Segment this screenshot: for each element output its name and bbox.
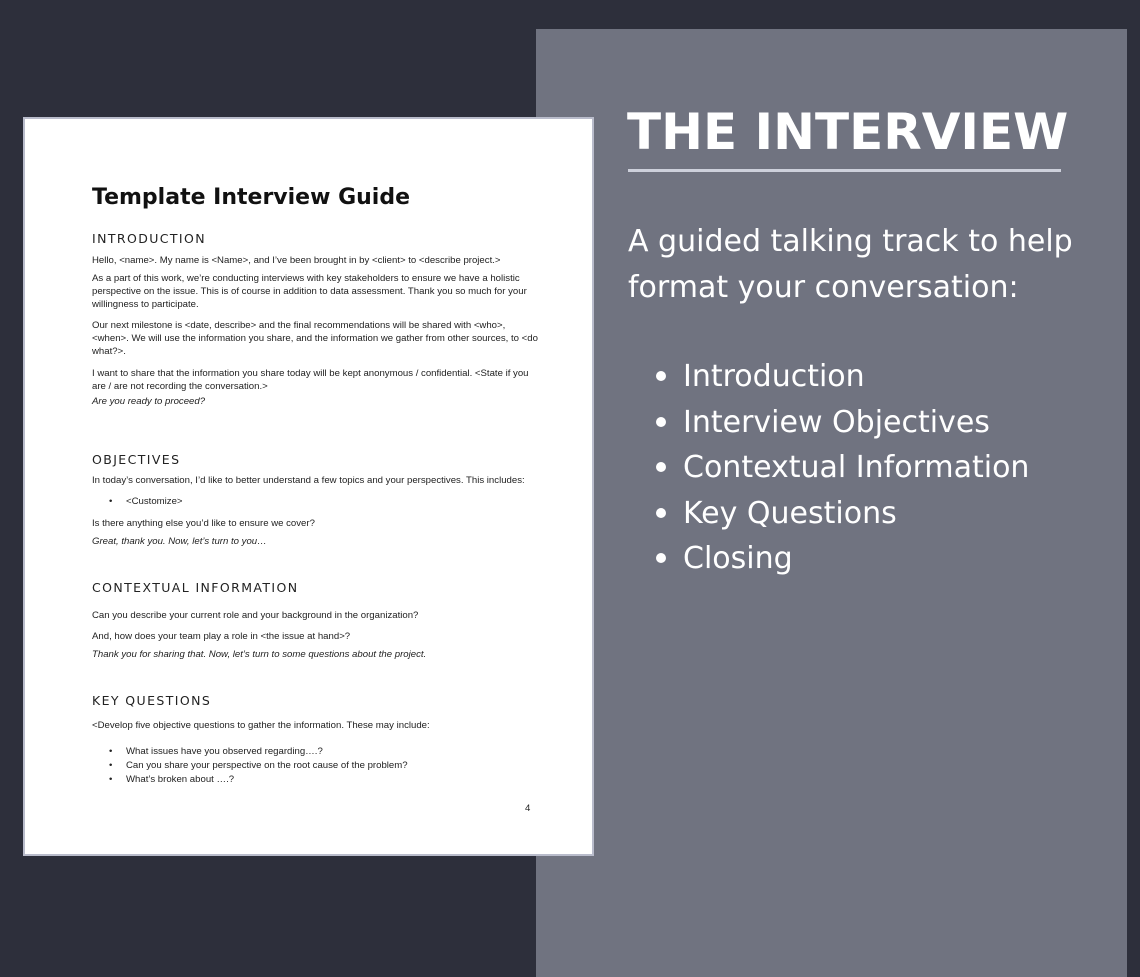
intro-prompt: Are you ready to proceed? xyxy=(92,396,206,407)
intro-paragraph: Our next milestone is <date, describe> and the final recommendations will be shared with <who>, <when>. We will use the information you share, and the information we gather from other sources, to <do what?>. xyxy=(92,320,538,357)
key-questions-paragraph: <Develop five objective questions to gather the information. These may include: xyxy=(92,720,430,731)
objectives-prompt: Great, thank you. Now, let’s turn to you… xyxy=(92,536,267,547)
intro-paragraph: Hello, <name>. My name is <Name>, and I’ve been brought in by <client> to <describe project.> xyxy=(92,255,501,266)
hero-title: THE INTERVIEW xyxy=(627,103,1069,161)
section-heading-key-questions: KEY QUESTIONS xyxy=(92,693,212,708)
intro-paragraph: I want to share that the information you share today will be kept anonymous / confidential. <State if you are / are not recording the conversation.> xyxy=(92,368,529,392)
topic-item xyxy=(654,400,1029,446)
key-question-bullet: • Can you share your perspective on the root cause of the problem? xyxy=(109,760,408,771)
topic-item xyxy=(654,445,1029,491)
bullet-icon xyxy=(656,553,666,563)
bullet-icon xyxy=(656,371,666,381)
intro-paragraph: As a part of this work, we’re conducting interviews with key stakeholders to ensure we have a holistic perspective on the issue. This is of course in addition to data assessment. Thank you so much for your willingness to participate. xyxy=(92,273,527,310)
topic-label: Introduction xyxy=(683,359,865,394)
title-underline xyxy=(628,169,1061,172)
objectives-paragraph: Is there anything else you’d like to ensure we cover? xyxy=(92,518,315,529)
key-question-bullet: • What’s broken about ….? xyxy=(109,774,235,785)
hero-subtitle: A guided talking track to help format your conversation: xyxy=(628,224,1073,305)
key-question-text: What’s broken about ….? xyxy=(126,774,235,785)
objectives-bullet-text: <Customize> xyxy=(126,496,183,507)
key-question-text: Can you share your perspective on the root cause of the problem? xyxy=(126,760,408,771)
section-heading-objectives: OBJECTIVES xyxy=(92,452,181,467)
objectives-paragraph: In today’s conversation, I’d like to better understand a few topics and your perspectives. This includes: xyxy=(92,475,525,486)
contextual-paragraph: Can you describe your current role and your background in the organization? xyxy=(92,610,419,621)
topic-list xyxy=(654,354,1029,582)
contextual-prompt: Thank you for sharing that. Now, let’s turn to some questions about the project. xyxy=(92,649,427,660)
bullet-icon xyxy=(656,417,666,427)
document-title: Template Interview Guide xyxy=(92,185,411,210)
key-question-bullet: • What issues have you observed regarding….? xyxy=(109,746,323,757)
bullet-icon xyxy=(656,462,666,472)
topic-label: Key Questions xyxy=(683,495,897,531)
topic-label: Contextual Information xyxy=(683,450,1030,485)
section-heading-introduction: INTRODUCTION xyxy=(92,231,207,246)
page-number: 4 xyxy=(525,803,531,814)
objectives-bullet: • <Customize> xyxy=(109,496,183,507)
section-heading-contextual: CONTEXTUAL INFORMATION xyxy=(92,580,299,595)
contextual-paragraph: And, how does your team play a role in <the issue at hand>? xyxy=(92,631,351,642)
bullet-icon xyxy=(656,508,666,518)
topic-item xyxy=(654,536,1029,582)
topic-label: Interview Objectives xyxy=(683,404,990,440)
document-page-preview xyxy=(23,117,594,856)
key-question-text: What issues have you observed regarding….? xyxy=(126,746,323,757)
topic-item xyxy=(654,354,1029,400)
topic-label: Closing xyxy=(683,541,793,576)
topic-item xyxy=(654,491,1029,537)
